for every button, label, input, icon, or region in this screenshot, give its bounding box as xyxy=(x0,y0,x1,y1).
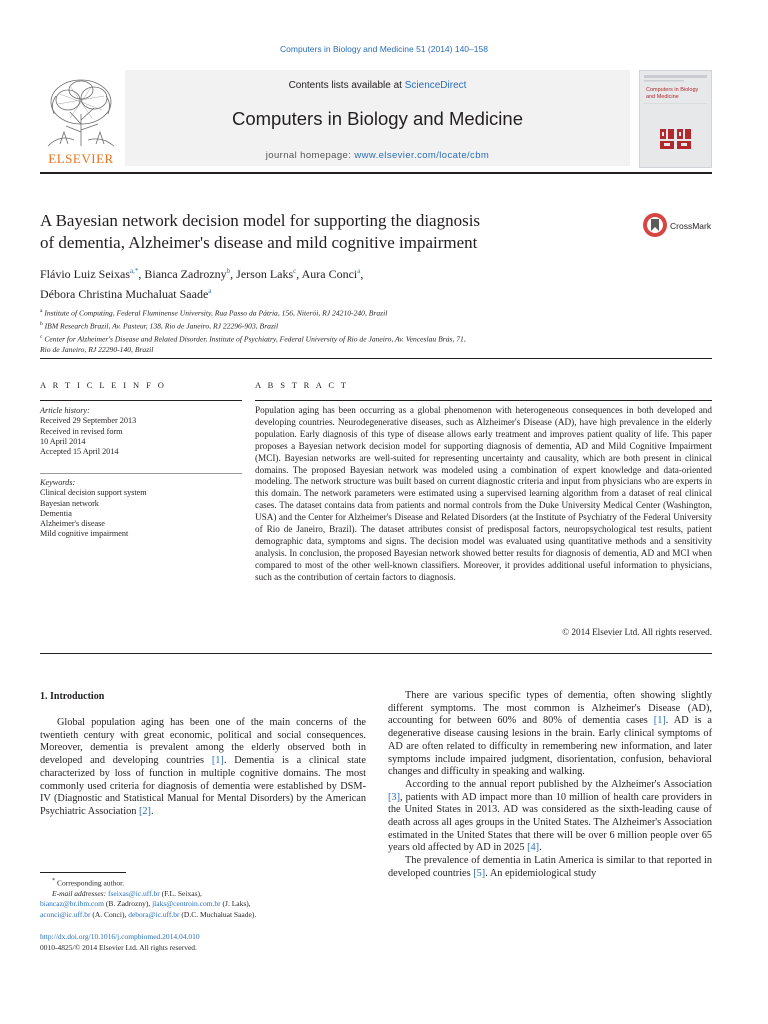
author-3: Jerson Laks$^c$ xyxy=(236,267,297,281)
title-line-1: A Bayesian network decision model for supporting the diagnosis xyxy=(40,211,481,230)
email-link[interactable]: aconci@ic.uff.br xyxy=(40,909,91,919)
email-link[interactable]: jlaks@centroin.com.br xyxy=(152,899,221,909)
abstract-heading: A B S T R A C T xyxy=(255,380,349,390)
keyword-item: Clinical decision support system xyxy=(40,488,147,498)
keyword-item: Bayesian network xyxy=(40,498,99,508)
email-line: aconci@ic.uff.br (A. Conci), debora@ic.uff.br (D.C. Muchaluat Saade). xyxy=(40,909,257,919)
intro-paragraph-1: Global population aging has been one of the main concerns of the twentieth century with great economic, political and social consequences. Moreover, dementia is prevalent among the elderly observed both in developed and developing countries [1]. Dementia is a clinical state characterized by loss of function in multiple cognitive domains. The most commonly used criteria for diagnosis of dementia were established by DSM-IV (Diagnostic and Statistical Manual for Mental Disorders) by the American Psychiatric Association [2]. xyxy=(40,717,366,817)
email-line: E-mail addresses: fseixas@ic.uff.br (F.L. Seixas), xyxy=(52,888,202,898)
author-list: Flávio Luiz Seixas$^{a,*}$, Bianca Zadrozny$^b$, Jerson Laks$^c$, Aura Conci$^a$, Débora Christina Muchaluat Saade$^a$ xyxy=(40,267,364,301)
affiliation-c-cont: Rio de Janeiro, RJ 22290-140, Brazil xyxy=(40,345,154,355)
journal-homepage-line xyxy=(125,150,630,161)
keywords xyxy=(40,478,242,540)
journal-reference[interactable]: Computers in Biology and Medicine 51 (2014) 140–158 xyxy=(280,44,488,54)
keyword-item: Mild cognitive impairment xyxy=(40,529,129,539)
email-link[interactable]: biancaz@br.ibm.com xyxy=(40,899,104,909)
issn-line: 0010-4825/© 2014 Elsevier Ltd. All rights reserved. xyxy=(40,942,197,952)
citation-link[interactable]: [3] xyxy=(388,791,401,803)
citation-link[interactable]: [4] xyxy=(527,842,540,854)
email-link[interactable]: fseixas@ic.uff.br xyxy=(107,888,160,898)
author-5: Débora Christina Muchaluat Saade$^a$ xyxy=(40,287,212,301)
homepage-prefix: journal homepage: xyxy=(265,150,355,161)
doi-link[interactable]: http://dx.doi.org/10.1016/j.compbiomed.2014.04.010 xyxy=(40,932,200,941)
author-2: Bianca Zadrozny$^b$ xyxy=(144,267,231,281)
author-4: Aura Conci$^a$ xyxy=(301,267,361,281)
keywords-rule xyxy=(40,473,242,474)
keywords-label: Keywords: xyxy=(40,478,76,487)
abstract-bottom-rule xyxy=(40,653,712,654)
crossmark-icon xyxy=(642,211,714,241)
header-rule xyxy=(40,172,712,174)
cover-artwork xyxy=(640,71,711,167)
corresponding-author-note: * Corresponding author. xyxy=(52,877,125,888)
history-item: Received in revised form xyxy=(40,426,123,436)
abstract-text: Population aging has been occurring as a global phenomenon with heterogeneous consequences in both developed and developing countries. Neurodegenerative diseases, such as Alzheimer's Disease (AD), have high prevalence in the elderly population. Early diagnosis of this type of disease allows early treatment and improves patient quality of life. This paper proposes a Bayesian network decision model for supporting diagnosis of dementia, AD and Mild Cognitive Impairment (MCI). Bayesian networks are well-suited for representing uncertainty and causality, which are both present in clinical domains. The proposed Bayesian network was modeled using a combination of expert knowledge and data-oriented modeling. The network structure was built based on current diagnostic criteria and input from physicians who are experts in this domain. The network parameters were estimated using a supervised learning algorithm from a dataset of real clinical cases. The dataset contains data from patients and normal controls from the Duke University Medical Center (Washington, USA) and the Center for Alzheimer's Disease and Related Disorders (at the Institute of Psychiatry of the Federal University of Rio de Janeiro, Brazil). The dataset attributes consist of predisposal factors, neuropsychological test results, patient demographic data, symptoms and signs. The decision model was evaluated using quantitative methods and a sensitivity analysis. In conclusion, the proposed Bayesian network showed better results for diagnosis of dementia, AD and MCI when compared to most of the other well-known classifiers. Moreover, it provides additional useful information to physicians, such as the contribution of certain factors to diagnosis. xyxy=(255,405,712,582)
sciencedirect-link[interactable]: ScienceDirect xyxy=(404,80,467,91)
keyword-item: Alzheimer's disease xyxy=(40,519,105,529)
affiliation-a: $^a$ Institute of Computing, Federal Fluminense University, Rua Passo da Pátria, 156, Niterói, RJ 24210-240, Brazil xyxy=(40,308,388,318)
abstract-copyright: © 2014 Elsevier Ltd. All rights reserved. xyxy=(562,627,712,637)
elsevier-wordmark: ELSEVIER xyxy=(48,151,114,166)
right-paragraph-3: The prevalence of dementia in Latin America is similar to that reported in developed countries [5]. An epidemiological study xyxy=(388,855,712,879)
journal-cover-thumbnail[interactable] xyxy=(639,70,712,168)
history-item: 10 April 2014 xyxy=(40,436,86,446)
right-paragraph-2: According to the annual report published by the Alzheimer's Association [3], patients with AD impact more than 10 million of health care providers in the United States in 2013. AD was considered as the sixth-leading cause of death across all ages groups in the United States. The Alzheimer's Association estimated in the United States that there will be over 6 million people over 65 years old affected by AD in 2025 [4]. xyxy=(388,778,712,854)
citation-link[interactable]: [5] xyxy=(473,867,486,879)
title-line-2: of dementia, Alzheimer's disease and mild cognitive impairment xyxy=(40,233,478,252)
history-item: Accepted 15 April 2014 xyxy=(40,447,119,457)
cover-title: Computers in Biology and Medicine xyxy=(646,87,699,100)
citation-link[interactable]: [1] xyxy=(211,755,224,767)
article-history xyxy=(40,406,242,457)
article-info-heading: A R T I C L E I N F O xyxy=(40,380,167,390)
email-link[interactable]: debora@ic.uff.br xyxy=(128,909,180,919)
keyword-item: Dementia xyxy=(40,508,72,518)
section-heading-introduction: 1. Introduction xyxy=(40,691,105,702)
homepage-link[interactable]: www.elsevier.com/locate/cbm xyxy=(354,150,490,161)
crossmark-label: CrossMark xyxy=(670,221,712,231)
footnote-rule xyxy=(40,872,126,873)
affiliation-b: $^b$ IBM Research Brazil, Av. Pasteur, 138, Rio de Janeiro, RJ 22296-903, Brazil xyxy=(40,321,279,331)
footnotes xyxy=(40,876,366,920)
affiliations xyxy=(40,306,720,356)
journal-title: Computers in Biology and Medicine xyxy=(231,108,523,129)
citation-link[interactable]: [2] xyxy=(138,805,151,817)
citation-link[interactable]: [1] xyxy=(653,715,666,727)
contents-prefix: Contents lists available at xyxy=(288,80,405,91)
contents-line xyxy=(125,80,630,91)
article-info-rule xyxy=(40,400,242,401)
affiliation-c: $^c$ Center for Alzheimer's Disease and Related Disorder, Institute of Psychiatry, Federal University of Rio de Janeiro, Av. Venceslau Brás, 71, xyxy=(40,334,466,344)
crossmark-badge[interactable] xyxy=(642,211,714,246)
paper-title xyxy=(40,210,620,254)
affiliations-rule xyxy=(40,358,712,359)
doi-block xyxy=(40,932,366,953)
history-item: Received 29 September 2013 xyxy=(40,416,137,426)
author-1: Flávio Luiz Seixas$^{a,*}$ xyxy=(40,267,139,281)
email-line: biancaz@br.ibm.com (B. Zadrozny), jlaks@centroin.com.br (J. Laks), xyxy=(40,899,251,909)
history-label: Article history: xyxy=(40,406,90,415)
right-column-text xyxy=(388,690,712,881)
right-paragraph-1: There are various specific types of dementia, often showing slightly different symptoms. The most common is Alzheimer's Disease (AD), accounting for between 60% and 80% of dementia cases [1]. AD is a degenerative disease causing lesions in the brain. Early clinical symptoms of AD are often related to difficulty in remembering new information, and later symptoms include impaired judgment, disorientation, confusion, behavioral changes and difficulty in speaking and walking. xyxy=(388,690,712,778)
abstract-rule xyxy=(255,400,712,401)
